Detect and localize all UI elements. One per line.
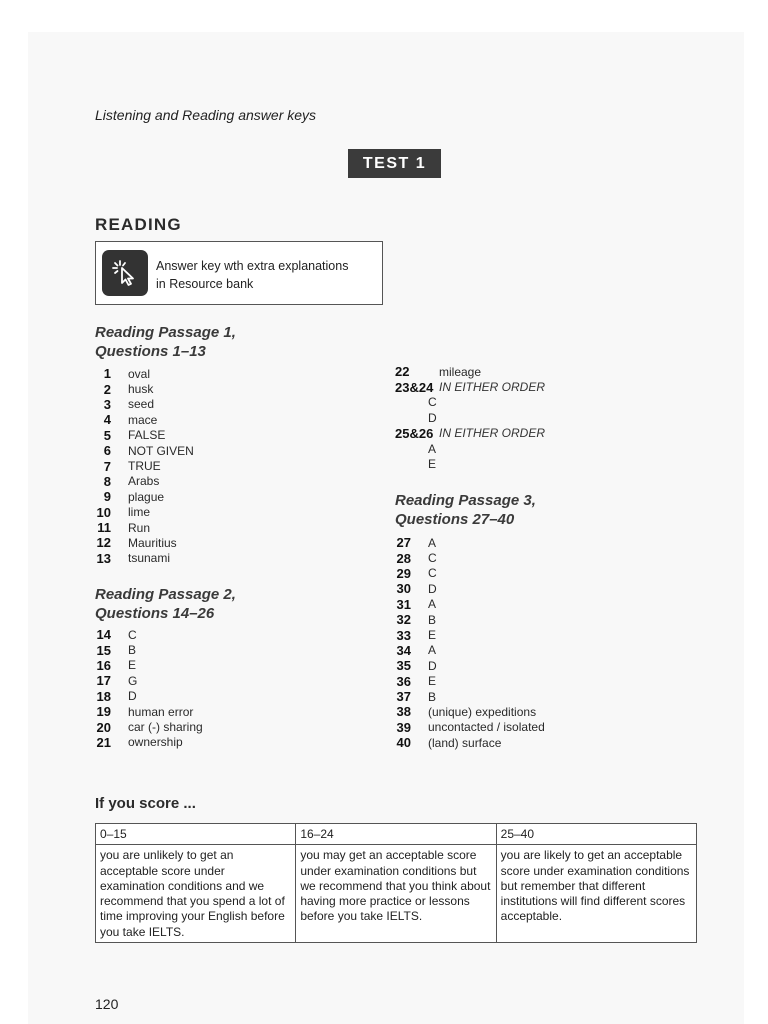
answer-text: A xyxy=(428,643,437,658)
answer-text: mileage xyxy=(439,364,482,379)
answer-row xyxy=(95,535,194,550)
page-number: 120 xyxy=(95,996,119,1012)
answer-row xyxy=(95,704,203,719)
answer-row xyxy=(95,673,203,688)
answer-row xyxy=(95,689,203,704)
answer-number: 27 xyxy=(396,535,411,551)
answer-row xyxy=(95,428,194,443)
answer-number: 6 xyxy=(103,443,111,459)
answer-text: C xyxy=(428,395,437,410)
answer-number: 12 xyxy=(96,535,111,551)
answer-row xyxy=(395,426,545,441)
score-range-cell: 0–15 xyxy=(96,824,296,845)
answer-row xyxy=(395,395,545,410)
answer-row xyxy=(95,719,203,734)
answer-row xyxy=(95,397,194,412)
answer-row xyxy=(395,364,545,379)
answer-row xyxy=(395,689,545,704)
answer-row xyxy=(95,381,194,396)
answer-number: 35 xyxy=(396,658,411,674)
answer-text: Arabs xyxy=(128,474,160,489)
answer-number: 8 xyxy=(103,473,111,489)
answer-row xyxy=(395,456,545,471)
answer-text: Run xyxy=(128,520,151,535)
section-heading: READING xyxy=(95,215,182,234)
resource-bank-box xyxy=(95,241,383,305)
answer-text: D xyxy=(428,581,437,596)
cursor-click-icon xyxy=(102,250,148,296)
answer-text: seed xyxy=(128,397,155,412)
answer-text: oval xyxy=(128,366,151,381)
answer-text: plague xyxy=(128,489,165,504)
answer-number: 20 xyxy=(96,719,111,735)
answer-row xyxy=(95,366,194,381)
passage-1-title-line-1: Reading Passage 1, xyxy=(95,324,236,341)
answer-row xyxy=(395,720,545,735)
score-table xyxy=(95,823,697,943)
answer-text: B xyxy=(428,689,437,704)
answer-number: 1 xyxy=(103,366,111,382)
answer-text: mace xyxy=(128,412,158,427)
answer-number: 31 xyxy=(396,596,411,612)
answer-number: 29 xyxy=(396,565,411,581)
answer-row xyxy=(395,535,545,550)
passage-1-answers xyxy=(95,366,194,566)
answer-row xyxy=(95,505,194,520)
answer-text: C xyxy=(128,627,137,642)
answer-row xyxy=(395,735,545,750)
answer-number: 13 xyxy=(96,550,111,566)
answer-number: 9 xyxy=(103,489,111,505)
answer-text: E xyxy=(428,674,437,689)
answer-text: husk xyxy=(128,382,154,397)
answer-text: A xyxy=(428,597,437,612)
answer-number: 28 xyxy=(396,550,411,566)
answer-row xyxy=(95,658,203,673)
answer-number: 33 xyxy=(396,627,411,643)
answer-number: 25&26 xyxy=(395,425,434,441)
answer-row xyxy=(95,627,203,642)
answer-text: D xyxy=(128,689,137,704)
answer-row xyxy=(395,379,545,394)
passage-2-answers xyxy=(95,627,203,750)
score-advice-cell: you are unlikely to get an acceptable score under examination conditions and we recommend that you spend a lot of time improving your English before you take IELTS. xyxy=(96,845,296,943)
answer-number: 10 xyxy=(96,504,111,520)
passage-3-title-line-1: Reading Passage 3, xyxy=(395,492,536,509)
page-header-title: Listening and Reading answer keys xyxy=(95,107,317,123)
answer-number: 7 xyxy=(103,458,111,474)
either-order-note: IN EITHER ORDER xyxy=(439,380,546,395)
passage-3-title xyxy=(395,491,536,529)
answer-number: 17 xyxy=(96,673,111,689)
answer-row xyxy=(395,441,545,456)
answer-text: ownership xyxy=(128,735,183,750)
answer-text: uncontacted / isolated xyxy=(428,720,545,735)
answer-row xyxy=(95,520,194,535)
score-advice-row xyxy=(96,845,697,943)
resource-bank-text xyxy=(156,257,381,293)
answer-number: 11 xyxy=(97,520,111,536)
answer-row xyxy=(395,581,545,596)
answer-number: 16 xyxy=(96,657,111,673)
answer-number: 23&24 xyxy=(395,379,434,395)
answer-number: 21 xyxy=(96,734,111,750)
answer-row xyxy=(395,410,545,425)
passage-1-title xyxy=(95,323,236,361)
answer-row xyxy=(95,443,194,458)
passage-1-title-line-2: Questions 1–13 xyxy=(95,343,206,360)
test-badge: TEST 1 xyxy=(348,149,441,178)
score-range-cell: 25–40 xyxy=(496,824,696,845)
score-heading: If you score ... xyxy=(95,795,196,812)
answer-text: D xyxy=(428,410,437,425)
answer-row xyxy=(395,612,545,627)
answer-number: 40 xyxy=(396,735,411,751)
answer-text: C xyxy=(428,551,437,566)
answer-number: 36 xyxy=(396,673,411,689)
answer-row xyxy=(95,489,194,504)
score-advice-cell: you are likely to get an acceptable score under examination conditions but remember that different institutions will find different scores acceptable. xyxy=(496,845,696,943)
answer-text: E xyxy=(128,658,137,673)
answer-text: E xyxy=(428,457,437,472)
passage-2-title-line-1: Reading Passage 2, xyxy=(95,586,236,603)
answer-row xyxy=(395,597,545,612)
resource-bank-line-2: in Resource bank xyxy=(156,277,254,291)
score-range-row xyxy=(96,824,697,845)
answer-row xyxy=(395,627,545,642)
passage-2-title-line-2: Questions 14–26 xyxy=(95,605,215,622)
answer-row xyxy=(395,550,545,565)
answer-text: A xyxy=(428,441,437,456)
answer-number: 38 xyxy=(396,704,411,720)
answer-row xyxy=(95,412,194,427)
answer-text: G xyxy=(128,673,138,688)
answer-row xyxy=(395,674,545,689)
answer-text: D xyxy=(428,658,437,673)
answer-text: NOT GIVEN xyxy=(128,443,194,458)
answer-text: TRUE xyxy=(128,459,161,474)
answer-row xyxy=(95,735,203,750)
answer-text: E xyxy=(428,628,437,643)
answer-row xyxy=(95,551,194,566)
answer-text: Mauritius xyxy=(128,535,177,550)
answer-number: 4 xyxy=(103,412,111,428)
answer-text: (land) surface xyxy=(428,735,502,750)
answer-number: 39 xyxy=(396,719,411,735)
passage-3-answers xyxy=(395,535,545,750)
answer-text: B xyxy=(128,643,137,658)
answer-number: 18 xyxy=(96,688,111,704)
answer-number: 32 xyxy=(396,612,411,628)
answer-text: FALSE xyxy=(128,428,166,443)
answer-number: 2 xyxy=(103,381,111,397)
answer-text: tsunami xyxy=(128,551,171,566)
passage-3-title-line-2: Questions 27–40 xyxy=(395,511,515,528)
passage-2-title xyxy=(95,585,236,623)
answer-row xyxy=(95,642,203,657)
answer-number: 22 xyxy=(395,364,410,380)
answer-text: B xyxy=(428,612,437,627)
answer-number: 30 xyxy=(396,581,411,597)
score-range-cell: 16–24 xyxy=(296,824,496,845)
answer-text: human error xyxy=(128,704,194,719)
answer-number: 37 xyxy=(396,689,411,705)
answer-number: 14 xyxy=(96,627,111,643)
answer-number: 19 xyxy=(96,704,111,720)
score-advice-cell: you may get an acceptable score under examination conditions but we recommend that you think about having more practice or lessons before you take IELTS. xyxy=(296,845,496,943)
answer-text: car (-) sharing xyxy=(128,720,203,735)
answer-number: 34 xyxy=(396,642,411,658)
answer-row xyxy=(395,704,545,719)
resource-bank-line-1: Answer key wth extra explanations xyxy=(156,259,349,273)
either-order-note: IN EITHER ORDER xyxy=(439,426,546,441)
answer-row xyxy=(395,566,545,581)
answer-text: lime xyxy=(128,505,151,520)
answer-text: (unique) expeditions xyxy=(428,704,537,719)
answer-row xyxy=(95,474,194,489)
answer-row xyxy=(395,658,545,673)
answer-text: C xyxy=(428,566,437,581)
answer-text: A xyxy=(428,535,437,550)
answer-number: 5 xyxy=(103,427,111,443)
answer-number: 3 xyxy=(103,396,111,412)
answer-row xyxy=(95,458,194,473)
passage-2-answers-continued xyxy=(395,364,545,472)
answer-number: 15 xyxy=(96,642,111,658)
answer-row xyxy=(395,643,545,658)
